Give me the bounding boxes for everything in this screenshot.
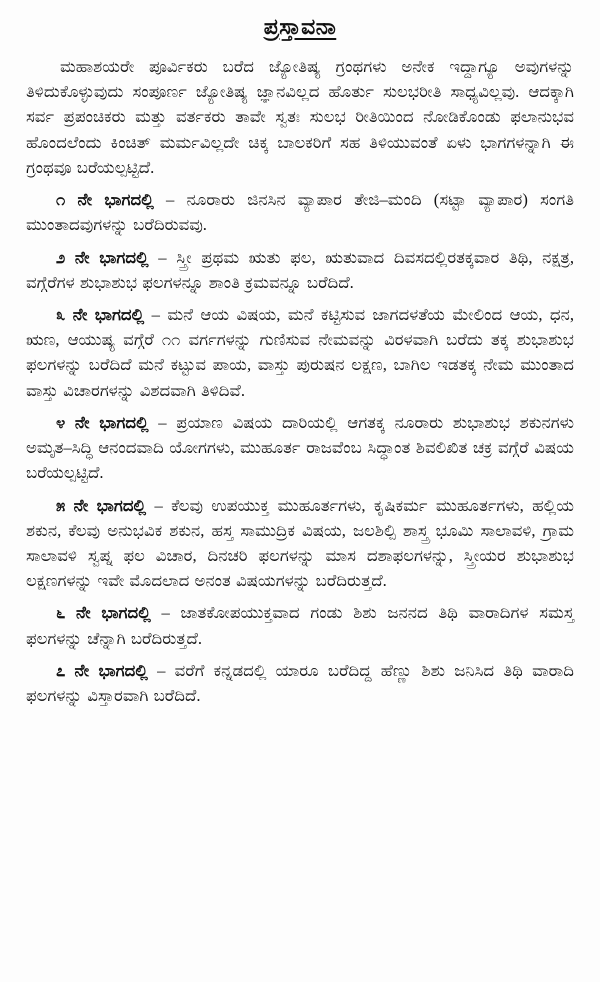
section-2-heading: ೨ ನೇ ಭಾಗದಲ್ಲಿ [56, 247, 149, 267]
section-6-heading: ೬ ನೇ ಭಾಗದಲ್ಲಿ [56, 603, 151, 623]
section-2-separator: – [158, 247, 167, 267]
section-2 [26, 245, 574, 295]
section-7-body: ವರೆಗೆ ಕನ್ನಡದಲ್ಲಿ ಯಾರೂ ಬರೆದಿದ್ದ ಹೆಣ್ಣು ಶಿಶು ಜನಿಸಿದ ತಿಥಿ ವಾರಾದಿ ಫಲಗಳನ್ನು ವಿಸ್ತಾರವಾಗಿ ಬರೆದಿದೆ. [26, 660, 574, 706]
section-4 [26, 410, 574, 486]
section-3-heading: ೩ ನೇ ಭಾಗದಲ್ಲಿ [56, 304, 145, 324]
section-7-heading: ೭ ನೇ ಭಾಗದಲ್ಲಿ [56, 660, 148, 680]
section-5-heading: ೫ ನೇ ಭಾಗದಲ್ಲಿ [56, 495, 147, 515]
section-5-separator: – [154, 495, 163, 515]
intro-paragraph: ಮಹಾಶಯರೇ ಪೂರ್ವಿಕರು ಬರೆದ ಜ್ಯೋತಿಷ್ಯ ಗ್ರಂಥಗಳು ಅನೇಕ ಇದ್ದಾಗ್ಯೂ ಅವುಗಳನ್ನು ತಿಳಿದುಕೊಳ್ಳುವುದು ಸಂಪೂರ್ಣ ಜ್ಯೋತಿಷ್ಯ ಜ್ಞಾನವಿಲ್ಲದ ಹೊರ್ತು ಸುಲಭರೀತಿ ಸಾಧ್ಯವಿಲ್ಲವು. ಆದಕ್ಕಾಗಿ ಸರ್ವ ಪ್ರಪಂಚಿಕರು ಮತ್ತು ವರ್ತಕರು ತಾವೇ ಸ್ವತಃ ಸುಲಭ ರೀತಿಯಿಂದ ನೋಡಿಕೊಂಡು ಫಲಾನುಭವ ಹೊಂದಲೆಂದು ಕಿಂಚಿತ್ ಮರ್ಮವಿಲ್ಲದೇ ಚಿಕ್ಕ ಬಾಲಕರಿಗೆ ಸಹ ತಿಳಿಯುವಂತೆ ಏಳು ಭಾಗಗಳನ್ನಾಗಿ ಈ ಗ್ರಂಥವೂ ಬರೆಯಲ್ಪಟ್ಟಿದೆ. [26, 57, 574, 177]
section-4-separator: – [158, 412, 167, 432]
section-6-separator: – [161, 603, 170, 623]
section-3-separator: – [151, 304, 160, 324]
section-2-body: ಸ್ತ್ರೀ ಪ್ರಥಮ ಋತು ಫಲ, ಋತುವಾದ ದಿವಸದಲ್ಲಿರತಕ್ಕವಾರ ತಿಥಿ, ನಕ್ಷತ್ರ, ವಗ್ಗೆರೆಗಳ ಶುಭಾಶುಭ ಫಲಗಳನ್ನೂ ಶಾಂತಿ ಕ್ರಮವನ್ನೂ ಬರೆದಿದೆ. [26, 247, 574, 292]
section-1-separator: – [166, 190, 175, 210]
section-3-body: ಮನೆ ಆಯ ವಿಷಯ, ಮನೆ ಕಟ್ಟಿಸುವ ಜಾಗದಳತೆಯ ಮೇಲಿಂದ ಆಯ, ಧನ, ಋಣ, ಆಯುಷ್ಯ ವಗ್ಗೆರೆ ೧೧ ವರ್ಗಗಳನ್ನು ಗುಣಿಸುವ ನೇಮವನ್ನು ವಿರಳವಾಗಿ ಬರೆದು ತಕ್ಕ ಶುಭಾಶುಭ ಫಲಗಳನ್ನು ಬರೆದಿದೆ ಮನೆ ಕಟ್ಟುವ ಪಾಯ, ವಾಸ್ತು ಪುರುಷನ ಲಕ್ಷಣ, ಬಾಗಿಲ ಇಡತಕ್ಕ ನೇಮ ಮುಂತಾದ ವಾಸ್ತು ವಿಚಾರಗಳನ್ನು ವಿಶದವಾಗಿ ತಿಳಿದಿವೆ. [26, 304, 574, 400]
section-7 [26, 658, 574, 708]
section-5-body: ಕೆಲವು ಉಪಯುಕ್ತ ಮುಹೂರ್ತಗಳು, ಕೃಷಿಕರ್ಮ ಮುಹೂರ್ತಗಳು, ಹಲ್ಲಿಯ ಶಕುನ, ಕೆಲವು ಅನುಭವಿಕ ಶಕುನ, ಹಸ್ತ ಸಾಮುದ್ರಿಕ ವಿಷಯ, ಜಲಶಿಲ್ಪಿ ಶಾಸ್ತ್ರ ಭೂಮಿ ಸಾಲಾವಳಿ, ಗ್ರಾಮ ಸಾಲಾವಳಿ ಸ್ವಪ್ನ ಫಲ ವಿಚಾರ, ದಿನಚರಿ ಫಲಗಳನ್ನು ಮಾಸ ದಶಾಫಲಗಳನ್ನು, ಸ್ತ್ರೀಯರ ಶುಭಾಶುಭ ಲಕ್ಷಣಗಳನ್ನು ಇವೇ ಮೊದಲಾದ ಅನಂತ ವಿಷಯಗಳನ್ನು ಬರೆದಿರುತ್ತದೆ. [26, 495, 574, 591]
section-1 [26, 187, 574, 237]
section-4-body: ಪ್ರಯಾಣ ವಿಷಯ ದಾರಿಯಲ್ಲಿ ಆಗತಕ್ಕ ನೂರಾರು ಶುಭಾಶುಭ ಶಕುನಗಳು ಅಮೃತ–ಸಿದ್ಧಿ ಆನಂದವಾದಿ ಯೋಗಗಳು, ಮುಹೂರ್ತ ರಾಜವೆಂಬ ಸಿದ್ಧಾಂತ ಶಿವಲಿಖಿತ ಚಕ್ರ ವಗ್ಗೆರೆ ವಿಷಯ ಬರೆಯಲ್ಪಟ್ಟಿದೆ. [26, 412, 574, 483]
section-7-separator: – [157, 660, 166, 680]
page-title: ಪ್ರಸ್ತಾವನಾ [263, 14, 337, 39]
section-1-heading: ೧ ನೇ ಭಾಗದಲ್ಲಿ [56, 190, 154, 210]
section-5 [26, 493, 574, 594]
section-3 [26, 302, 574, 403]
section-4-heading: ೪ ನೇ ಭಾಗದಲ್ಲಿ [56, 412, 149, 432]
section-6 [26, 600, 574, 650]
section-6-body: ಜಾತಕೋಪಯುಕ್ತವಾದ ಗಂಡು ಶಿಶು ಜನನದ ತಿಥಿ ವಾರಾದಿಗಳ ಸಮಸ್ತ ಫಲಗಳನ್ನು ಚೆನ್ನಾಗಿ ಬರೆದಿರುತ್ತದೆ. [26, 603, 574, 648]
section-1-body: ನೂರಾರು ಜಿನಸಿನ ವ್ಯಾಪಾರ ತೇಜಿ–ಮಂದಿ (ಸಟ್ಟಾ ವ್ಯಾಪಾರ) ಸಂಗತಿ ಮುಂತಾದವುಗಳನ್ನು ಬರೆದಿರುವವು. [26, 190, 574, 235]
